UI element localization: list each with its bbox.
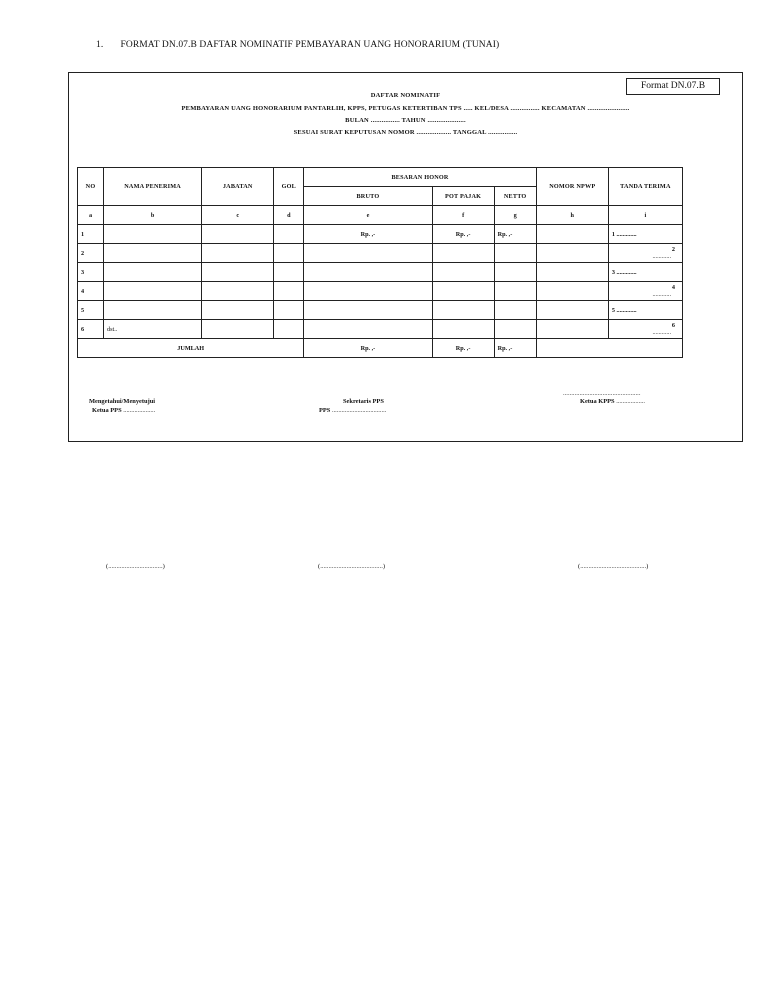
table-row: [78, 320, 683, 339]
cell-netto: [494, 282, 536, 301]
place-date-line: ...............................................: [563, 390, 641, 397]
cell-tanda-terima: [608, 320, 682, 339]
signature-name-left: (.................................): [106, 563, 165, 570]
cell-npwp: [536, 244, 608, 263]
cell-pot-pajak: [432, 301, 494, 320]
cell-pot-pajak: [432, 320, 494, 339]
cell-nama: [104, 244, 202, 263]
cell-bruto: [304, 282, 432, 301]
table-row: [78, 244, 683, 263]
cell-nama: dst..: [104, 320, 202, 339]
header-bruto: BRUTO: [304, 187, 432, 206]
cell-bruto: [304, 320, 432, 339]
header-npwp: NOMOR NPWP: [536, 168, 608, 206]
ketua-kpps-dots: ..................: [614, 398, 645, 405]
cell-bruto: [304, 263, 432, 282]
ketua-pps-label: [92, 407, 155, 414]
tanda-dots: ............: [652, 253, 671, 260]
cell-nama: [104, 282, 202, 301]
letter-e: e: [304, 206, 432, 225]
header-jabatan: JABATAN: [202, 168, 274, 206]
header-nama: NAMA PENERIMA: [104, 168, 202, 206]
header-no: NO: [78, 168, 104, 206]
cell-no: 1: [78, 225, 104, 244]
table-row: [78, 225, 683, 244]
pps-label: [319, 407, 386, 414]
cell-tanda-terima: 3 .............: [608, 263, 682, 282]
form-title: DAFTAR NOMINATIF: [370, 92, 441, 99]
cell-pot-pajak: [432, 282, 494, 301]
letter-c: c: [202, 206, 274, 225]
cell-no: 5: [78, 301, 104, 320]
format-label-box: Format DN.07.B: [626, 78, 720, 95]
cell-nama: [104, 263, 202, 282]
tanda-dots: ............: [652, 329, 671, 336]
header-netto: NETTO: [494, 187, 536, 206]
cell-gol: [274, 263, 304, 282]
letter-a: a: [78, 206, 104, 225]
nominative-table: [77, 167, 683, 358]
cell-tanda-terima: [608, 244, 682, 263]
table-header-row: [78, 168, 683, 187]
heading-number: 1.: [96, 40, 104, 50]
cell-npwp: [536, 225, 608, 244]
signature-name-right: (........................................): [578, 563, 649, 570]
form-subtitle: PEMBAYARAN UANG HONORARIUM PANTARLIH, KPPS, PETUGAS KETERTIBAN TPS ..... KEL/DESA ................ KECAMATAN .......................: [181, 105, 630, 112]
header-pot-pajak: POT PAJAK: [432, 187, 494, 206]
cell-npwp: [536, 320, 608, 339]
cell-npwp: [536, 301, 608, 320]
cell-jabatan: [202, 301, 274, 320]
cell-no: 3: [78, 263, 104, 282]
approver-label: Mengetahui/Menyetujui: [89, 398, 156, 405]
cell-npwp: [536, 263, 608, 282]
column-letter-row: [78, 206, 683, 225]
cell-gol: [274, 225, 304, 244]
cell-bruto: [304, 301, 432, 320]
tanda-dots: ............: [652, 291, 671, 298]
cell-netto: [494, 301, 536, 320]
cell-netto: [494, 263, 536, 282]
letter-f: f: [432, 206, 494, 225]
cell-jabatan: [202, 244, 274, 263]
letter-d: d: [274, 206, 304, 225]
cell-bruto: Rp. ,-: [304, 225, 432, 244]
cell-gol: [274, 282, 304, 301]
table-row: [78, 263, 683, 282]
cell-gol: [274, 244, 304, 263]
cell-netto: [494, 320, 536, 339]
cell-gol: [274, 320, 304, 339]
table-row: [78, 282, 683, 301]
letter-b: b: [104, 206, 202, 225]
table-body: [78, 225, 683, 339]
ketua-pps-dots: ....................: [121, 407, 156, 414]
pps-dots: ..................................: [330, 407, 387, 414]
tanda-number: 4: [671, 284, 675, 291]
cell-tanda-terima: [608, 282, 682, 301]
tanda-number: 6: [671, 322, 675, 329]
ketua-pps-title: Ketua PPS: [92, 407, 122, 414]
cell-bruto: [304, 244, 432, 263]
heading-text: FORMAT DN.07.B DAFTAR NOMINATIF PEMBAYARAN UANG HONORARIUM (TUNAI): [120, 40, 500, 50]
form-decree: SESUAI SURAT KEPUTUSAN NOMOR ................... TANGGAL ................: [293, 129, 518, 136]
cell-jabatan: [202, 225, 274, 244]
total-label: JUMLAH: [78, 339, 304, 358]
cell-netto: Rp. ,-: [494, 225, 536, 244]
table-row: [78, 301, 683, 320]
total-empty: [536, 339, 682, 358]
document-heading: [96, 40, 499, 50]
cell-npwp: [536, 282, 608, 301]
cell-jabatan: [202, 282, 274, 301]
letter-g: g: [494, 206, 536, 225]
cell-tanda-terima: 5 .............: [608, 301, 682, 320]
cell-no: 4: [78, 282, 104, 301]
form-period: BULAN ................ TAHUN .....................: [345, 117, 466, 124]
sekretaris-label: Sekretaris PPS: [343, 398, 384, 405]
letter-h: h: [536, 206, 608, 225]
cell-pot-pajak: [432, 244, 494, 263]
tanda-number: 2: [671, 246, 675, 253]
cell-pot-pajak: Rp. ,-: [432, 225, 494, 244]
total-netto: Rp. ,-: [494, 339, 536, 358]
header-gol: GOL: [274, 168, 304, 206]
cell-pot-pajak: [432, 263, 494, 282]
pps-title: PPS: [319, 407, 331, 414]
cell-nama: [104, 225, 202, 244]
cell-netto: [494, 244, 536, 263]
letter-i: i: [608, 206, 682, 225]
cell-no: 2: [78, 244, 104, 263]
cell-no: 6: [78, 320, 104, 339]
total-row: [78, 339, 683, 358]
cell-tanda-terima: 1 .............: [608, 225, 682, 244]
ketua-kpps-label: [580, 398, 645, 405]
cell-gol: [274, 301, 304, 320]
signature-name-middle: (......................................): [318, 563, 386, 570]
total-bruto: Rp. ,-: [304, 339, 432, 358]
cell-jabatan: [202, 320, 274, 339]
cell-jabatan: [202, 263, 274, 282]
cell-nama: [104, 301, 202, 320]
header-besaran: BESARAN HONOR: [304, 168, 536, 187]
total-pot-pajak: Rp. ,-: [432, 339, 494, 358]
header-tanda: TANDA TERIMA: [608, 168, 682, 206]
ketua-kpps-title: Ketua KPPS: [580, 398, 615, 405]
